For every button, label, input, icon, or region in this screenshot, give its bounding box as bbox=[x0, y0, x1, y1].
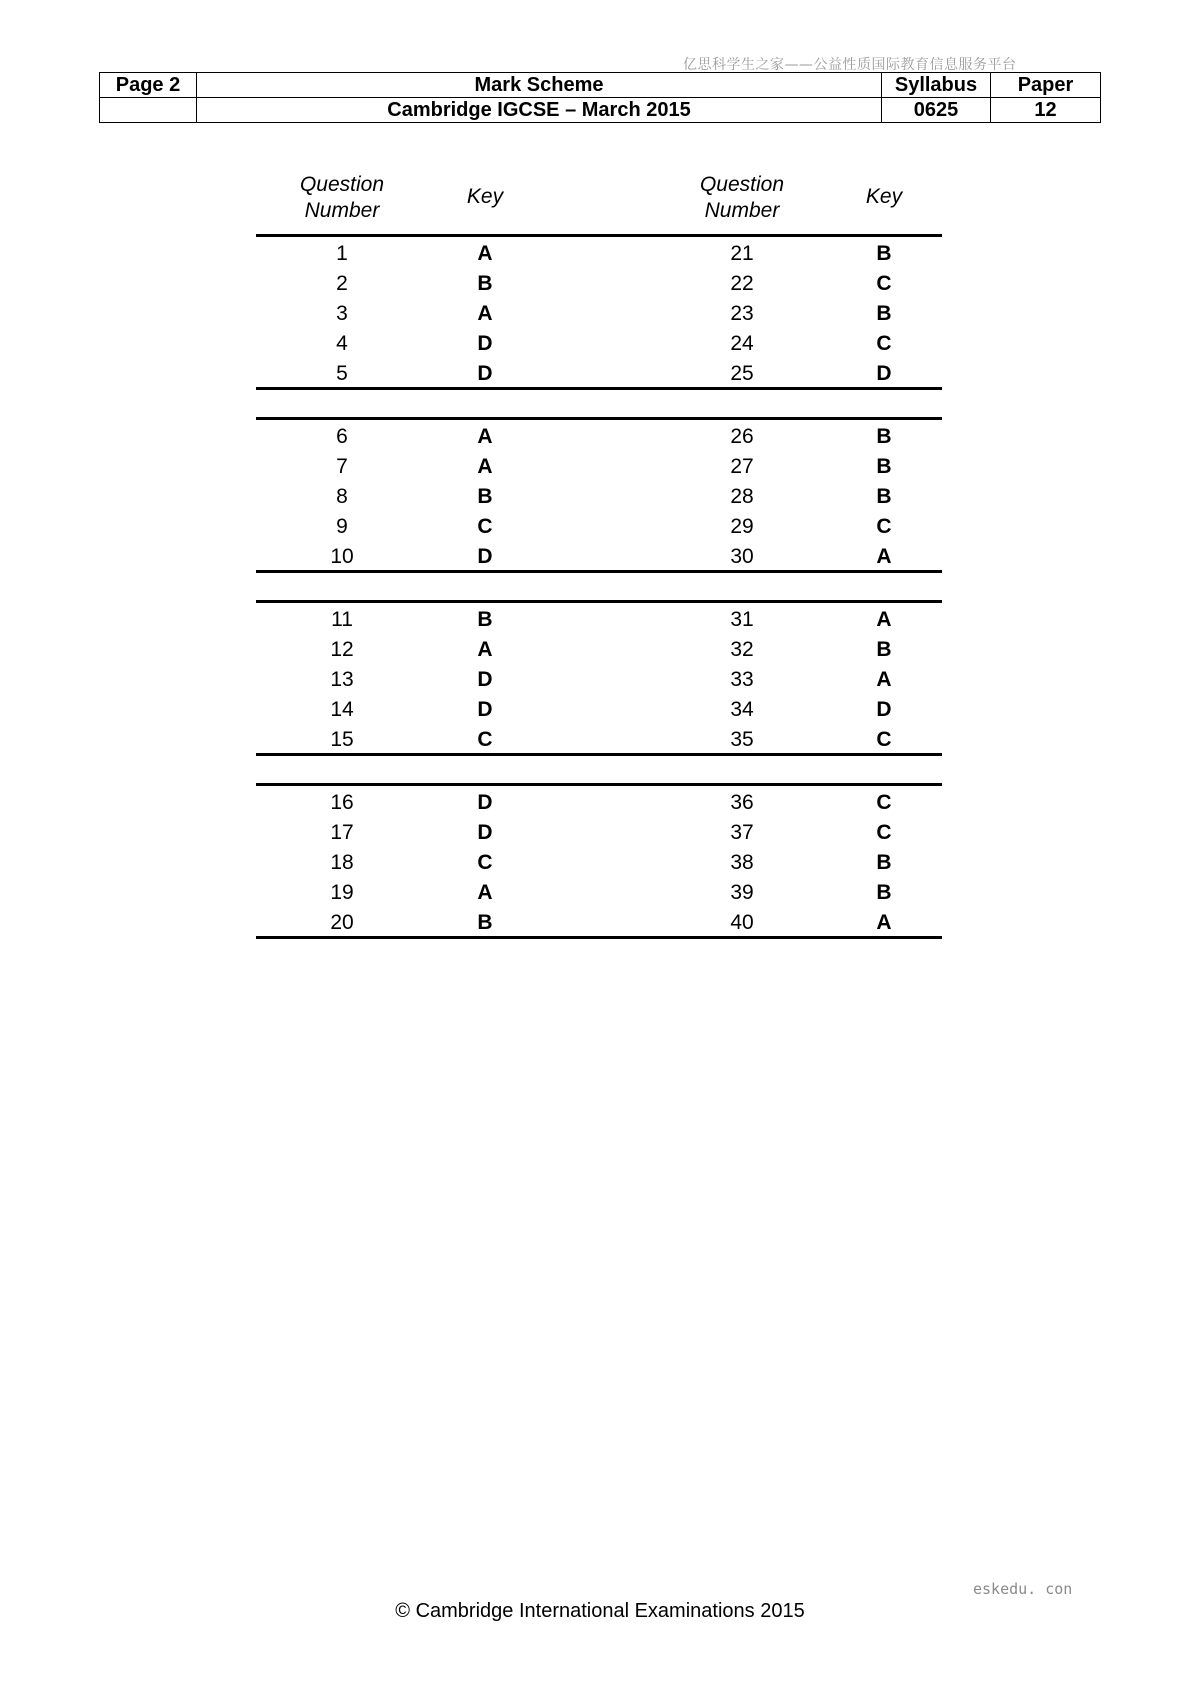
syllabus-label: Syllabus bbox=[882, 73, 991, 98]
question-number: 6 bbox=[336, 425, 348, 448]
table-row bbox=[256, 605, 942, 635]
paper-number: 12 bbox=[991, 98, 1101, 123]
question-number: 28 bbox=[730, 485, 754, 508]
question-number: 37 bbox=[730, 821, 754, 844]
answer-key: C bbox=[477, 851, 493, 874]
answer-key: B bbox=[477, 911, 493, 934]
answer-key: A bbox=[876, 668, 892, 691]
header-table bbox=[99, 72, 1101, 123]
table-row bbox=[256, 239, 942, 269]
answer-key: B bbox=[876, 638, 892, 661]
answer-key: B bbox=[477, 272, 493, 295]
table-row bbox=[256, 848, 942, 878]
answer-key: D bbox=[477, 668, 493, 691]
table-row bbox=[256, 269, 942, 299]
watermark-top: 亿思科学生之家——公益性质国际教育信息服务平台 bbox=[683, 57, 1017, 73]
table-row bbox=[256, 725, 942, 755]
answer-key: D bbox=[477, 698, 493, 721]
table-row bbox=[256, 665, 942, 695]
answer-key: D bbox=[477, 791, 493, 814]
answer-key: B bbox=[477, 485, 493, 508]
answer-key: A bbox=[477, 638, 493, 661]
question-number: 35 bbox=[730, 728, 754, 751]
question-number: 5 bbox=[336, 362, 348, 385]
question-number: 23 bbox=[730, 302, 754, 325]
page-number: Page 2 bbox=[100, 73, 197, 98]
question-number: 34 bbox=[730, 698, 754, 721]
question-number: 22 bbox=[730, 272, 754, 295]
answer-key: A bbox=[876, 911, 892, 934]
answer-key-header bbox=[256, 160, 942, 237]
question-number: 10 bbox=[330, 545, 354, 568]
column-header-question-number-2: Question Number bbox=[699, 173, 785, 222]
answer-key: B bbox=[477, 608, 493, 631]
question-number: 27 bbox=[730, 455, 754, 478]
answer-key: D bbox=[477, 545, 493, 568]
table-row bbox=[256, 788, 942, 818]
answer-block bbox=[256, 237, 942, 390]
question-number: 14 bbox=[330, 698, 354, 721]
answer-key: A bbox=[477, 242, 493, 265]
table-row bbox=[256, 299, 942, 329]
answer-key: C bbox=[876, 728, 892, 751]
answer-key: B bbox=[876, 485, 892, 508]
question-number: 19 bbox=[330, 881, 354, 904]
answer-key: C bbox=[876, 332, 892, 355]
question-number: 25 bbox=[730, 362, 754, 385]
table-row bbox=[256, 452, 942, 482]
question-number: 40 bbox=[730, 911, 754, 934]
answer-block bbox=[256, 600, 942, 756]
document-title: Mark Scheme bbox=[197, 73, 882, 98]
table-row bbox=[256, 695, 942, 725]
table-row bbox=[256, 542, 942, 572]
question-number: 2 bbox=[336, 272, 348, 295]
question-number: 32 bbox=[730, 638, 754, 661]
answer-key-table bbox=[256, 160, 942, 939]
question-number: 30 bbox=[730, 545, 754, 568]
answer-block bbox=[256, 417, 942, 573]
answer-key: C bbox=[876, 272, 892, 295]
question-number: 38 bbox=[730, 851, 754, 874]
question-number: 13 bbox=[330, 668, 354, 691]
question-number: 16 bbox=[330, 791, 354, 814]
table-row bbox=[256, 635, 942, 665]
answer-key: C bbox=[477, 515, 493, 538]
question-number: 9 bbox=[336, 515, 348, 538]
answer-key: D bbox=[477, 362, 493, 385]
question-number: 24 bbox=[730, 332, 754, 355]
question-number: 39 bbox=[730, 881, 754, 904]
watermark-bottom: eskedu. con bbox=[973, 1580, 1073, 1598]
table-row bbox=[256, 818, 942, 848]
answer-key: D bbox=[876, 698, 892, 721]
question-number: 4 bbox=[336, 332, 348, 355]
answer-key: A bbox=[876, 608, 892, 631]
question-number: 15 bbox=[330, 728, 354, 751]
answer-key: A bbox=[477, 881, 493, 904]
answer-key: C bbox=[876, 791, 892, 814]
answer-key: C bbox=[477, 728, 493, 751]
question-number: 20 bbox=[330, 911, 354, 934]
question-number: 21 bbox=[730, 242, 754, 265]
answer-key: D bbox=[477, 332, 493, 355]
question-number: 11 bbox=[331, 608, 353, 631]
question-number: 8 bbox=[336, 485, 348, 508]
question-number: 1 bbox=[336, 242, 348, 265]
exam-subtitle: Cambridge IGCSE – March 2015 bbox=[197, 98, 882, 123]
syllabus-code: 0625 bbox=[882, 98, 991, 123]
column-header-question-number: Question Number bbox=[299, 173, 385, 222]
question-number: 33 bbox=[730, 668, 754, 691]
blank-cell bbox=[100, 98, 197, 123]
answer-key: A bbox=[477, 425, 493, 448]
answer-key: A bbox=[477, 302, 493, 325]
answer-key: B bbox=[876, 455, 892, 478]
answer-key: B bbox=[876, 881, 892, 904]
answer-key: D bbox=[876, 362, 892, 385]
table-row bbox=[256, 512, 942, 542]
table-row bbox=[256, 359, 942, 389]
question-number: 18 bbox=[330, 851, 354, 874]
answer-key: B bbox=[876, 302, 892, 325]
question-number: 26 bbox=[730, 425, 754, 448]
answer-key: C bbox=[876, 821, 892, 844]
table-row bbox=[256, 482, 942, 512]
table-row bbox=[256, 878, 942, 908]
table-row bbox=[256, 329, 942, 359]
question-number: 29 bbox=[730, 515, 754, 538]
answer-key: A bbox=[876, 545, 892, 568]
table-row bbox=[256, 908, 942, 938]
question-number: 3 bbox=[336, 302, 348, 325]
column-header-key: Key bbox=[466, 185, 504, 208]
question-number: 31 bbox=[730, 608, 754, 631]
question-number: 36 bbox=[730, 791, 754, 814]
question-number: 7 bbox=[336, 455, 348, 478]
answer-block bbox=[256, 783, 942, 939]
table-row bbox=[256, 422, 942, 452]
answer-key: A bbox=[477, 455, 493, 478]
answer-key: D bbox=[477, 821, 493, 844]
answer-key: B bbox=[876, 242, 892, 265]
answer-key: B bbox=[876, 425, 892, 448]
answer-key: C bbox=[876, 515, 892, 538]
paper-label: Paper bbox=[991, 73, 1101, 98]
column-header-key-2: Key bbox=[865, 185, 903, 208]
answer-key: B bbox=[876, 851, 892, 874]
question-number: 17 bbox=[330, 821, 354, 844]
question-number: 12 bbox=[330, 638, 354, 661]
copyright-footer: © Cambridge International Examinations 2015 bbox=[395, 1600, 805, 1622]
